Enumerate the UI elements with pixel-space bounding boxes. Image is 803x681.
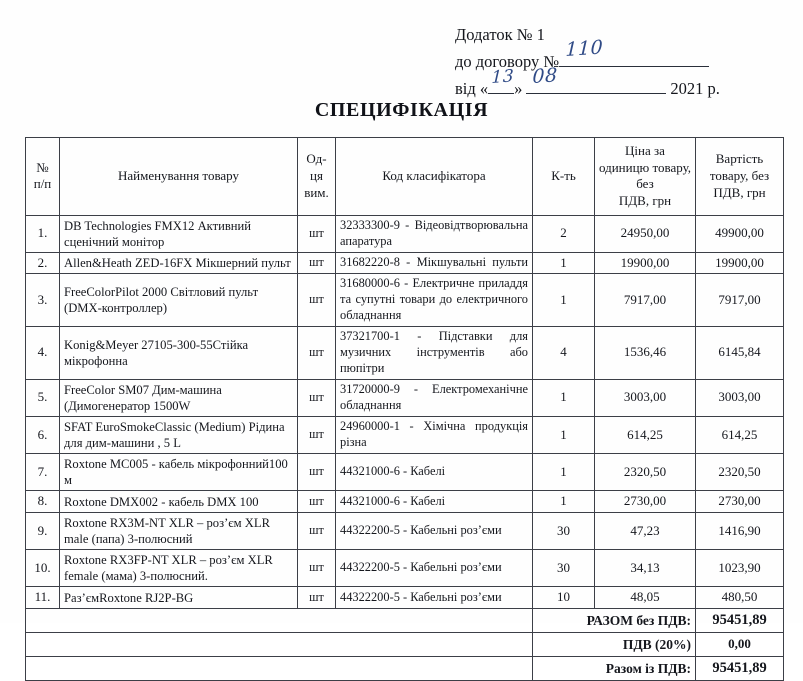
row-cell-qty: 10	[533, 587, 595, 609]
row-cell-code: 44322200-5 - Кабельні роз’єми	[336, 512, 533, 549]
row-cell-unit: шт	[298, 326, 336, 379]
row-cell-qty: 1	[533, 454, 595, 491]
column-header-unit-line3: вим.	[304, 184, 329, 200]
totals-value: 95451,89	[696, 656, 784, 680]
row-cell-name: Konig&Meyer 27105-300-55Стійка мікрофонна	[60, 326, 298, 379]
totals-row	[26, 632, 784, 656]
column-header-price-line3: ПДВ, грн	[618, 192, 672, 208]
row-cell-name: DB Technologies FMX12 Активний сценічний монітор	[60, 215, 298, 252]
totals-spacer-cell	[26, 632, 533, 656]
row-cell-num: 5.	[26, 379, 60, 416]
row-cell-num: 6.	[26, 416, 60, 453]
table-row	[26, 491, 784, 513]
totals-spacer-cell	[26, 656, 533, 680]
column-header-num-line1: №	[36, 159, 49, 175]
row-cell-name: Roxtone DMX002 - кабель DMX 100	[60, 491, 298, 513]
date-quote-close: »	[514, 79, 523, 99]
row-cell-unit: шт	[298, 550, 336, 587]
column-header-price	[595, 138, 696, 216]
row-cell-num: 4.	[26, 326, 60, 379]
date-month-handwriting: 08	[532, 64, 559, 89]
column-header-name-line1: Найменування товару	[117, 167, 240, 183]
table-row	[26, 274, 784, 327]
specification-table-wrapper	[25, 137, 783, 681]
row-cell-unit: шт	[298, 274, 336, 327]
date-day-blank	[488, 66, 515, 94]
contract-number-handwriting: 110	[565, 36, 604, 62]
table-row	[26, 550, 784, 587]
table-head	[26, 138, 784, 216]
row-cell-unit: шт	[298, 491, 336, 513]
row-cell-unit: шт	[298, 587, 336, 609]
row-cell-total: 614,25	[696, 416, 784, 453]
column-header-total-line3: ПДВ, грн	[713, 184, 766, 200]
column-header-num	[26, 138, 60, 216]
column-header-qty-line1: К-ть	[551, 167, 576, 183]
date-year-label: 2021 р.	[670, 79, 720, 99]
row-cell-total: 7917,00	[696, 274, 784, 327]
row-cell-name: FreeColor SM07 Дим-машина (Димогенератор 1500W	[60, 379, 298, 416]
table-row	[26, 326, 784, 379]
contract-number-blank	[559, 36, 709, 67]
row-cell-total: 6145,84	[696, 326, 784, 379]
date-day-handwriting: 13	[491, 66, 515, 89]
row-cell-total: 3003,00	[696, 379, 784, 416]
row-cell-price: 24950,00	[595, 215, 696, 252]
totals-value: 0,00	[696, 632, 784, 656]
row-cell-num: 8.	[26, 491, 60, 513]
row-cell-price: 3003,00	[595, 379, 696, 416]
totals-row	[26, 656, 784, 680]
row-cell-name: FreeColorPilot 2000 Світловий пульт (DMX-контроллер)	[60, 274, 298, 327]
row-cell-code: 31680000-6 - Електричне приладдя та супутні товари до електричного обладнання	[336, 274, 533, 327]
row-cell-price: 1536,46	[595, 326, 696, 379]
column-header-qty	[533, 138, 595, 216]
row-cell-code: 31720000-9 - Електромеханічне обладнання	[336, 379, 533, 416]
table-header-row	[26, 138, 784, 216]
row-cell-qty: 2	[533, 215, 595, 252]
row-cell-total: 2730,00	[696, 491, 784, 513]
table-row	[26, 587, 784, 609]
column-header-num-line2: п/п	[33, 176, 52, 192]
page-title: СПЕЦИФІКАЦІЯ	[314, 99, 489, 121]
row-cell-qty: 1	[533, 252, 595, 274]
row-cell-code: 24960000-1 - Хімічна продукція різна	[336, 416, 533, 453]
specification-table	[25, 137, 784, 681]
totals-label: Разом із ПДВ:	[533, 656, 696, 680]
column-header-price-line1: Ціна за	[625, 143, 665, 158]
row-cell-price: 19900,00	[595, 252, 696, 274]
row-cell-price: 614,25	[595, 416, 696, 453]
table-row	[26, 215, 784, 252]
row-cell-code: 44321000-6 - Кабелі	[336, 454, 533, 491]
row-cell-unit: шт	[298, 379, 336, 416]
row-cell-num: 2.	[26, 252, 60, 274]
row-cell-qty: 1	[533, 491, 595, 513]
row-cell-total: 19900,00	[696, 252, 784, 274]
row-cell-price: 47,23	[595, 512, 696, 549]
totals-value: 95451,89	[696, 608, 784, 632]
row-cell-code: 44322200-5 - Кабельні роз’єми	[336, 587, 533, 609]
row-cell-num: 10.	[26, 550, 60, 587]
column-header-code-line1: Код класифікатора	[382, 167, 486, 183]
row-cell-qty: 4	[533, 326, 595, 379]
table-body	[26, 215, 784, 680]
row-cell-total: 480,50	[696, 587, 784, 609]
row-cell-code: 31682220-8 - Мікшувальні пульти	[336, 252, 533, 274]
row-cell-num: 3.	[26, 274, 60, 327]
document-header	[455, 22, 785, 101]
column-header-price-line2: одиницю товару, без	[598, 159, 692, 192]
row-cell-code: 44321000-6 - Кабелі	[336, 491, 533, 513]
row-cell-unit: шт	[298, 252, 336, 274]
row-cell-num: 7.	[26, 454, 60, 491]
totals-label: РАЗОМ без ПДВ:	[533, 608, 696, 632]
column-header-unit	[298, 138, 336, 216]
row-cell-price: 2320,50	[595, 454, 696, 491]
column-header-unit-line2: ця	[310, 167, 323, 183]
row-cell-num: 11.	[26, 587, 60, 609]
table-row	[26, 416, 784, 453]
row-cell-name: Roxtone MC005 - кабель мікрофонний100 м	[60, 454, 298, 491]
row-cell-name: SFAT EuroSmokeClassic (Medium) Рідина для дим-машини , 5 L	[60, 416, 298, 453]
row-cell-qty: 1	[533, 379, 595, 416]
contract-label: до договору №	[455, 52, 560, 72]
row-cell-num: 9.	[26, 512, 60, 549]
appendix-line	[455, 22, 785, 47]
row-cell-price: 2730,00	[595, 491, 696, 513]
totals-row	[26, 608, 784, 632]
row-cell-unit: шт	[298, 215, 336, 252]
row-cell-qty: 1	[533, 416, 595, 453]
row-cell-name: Roxtone RX3M-NT XLR – роз’єм XLR male (папа) 3-полюсний	[60, 512, 298, 549]
row-cell-name: Allen&Heath ZED-16FX Мікшерний пульт	[60, 252, 298, 274]
column-header-total	[696, 138, 784, 216]
totals-label: ПДВ (20%)	[533, 632, 696, 656]
row-cell-code: 37321700-1 - Підставки для музичних інструментів або пюпітри	[336, 326, 533, 379]
date-month-blank	[526, 64, 666, 94]
column-header-name	[60, 138, 298, 216]
table-row	[26, 252, 784, 274]
row-cell-name: Раз’ємRoxtone RJ2P-BG	[60, 587, 298, 609]
column-header-unit-line1: Од-	[306, 151, 327, 167]
column-header-total-line1: Вартість	[715, 151, 764, 167]
column-header-total-line2: товару, без	[709, 167, 770, 183]
row-cell-qty: 30	[533, 512, 595, 549]
row-cell-unit: шт	[298, 512, 336, 549]
row-cell-price: 7917,00	[595, 274, 696, 327]
column-header-code	[336, 138, 533, 216]
row-cell-unit: шт	[298, 416, 336, 453]
row-cell-num: 1.	[26, 215, 60, 252]
row-cell-qty: 30	[533, 550, 595, 587]
row-cell-total: 49900,00	[696, 215, 784, 252]
row-cell-qty: 1	[533, 274, 595, 327]
row-cell-total: 1023,90	[696, 550, 784, 587]
row-cell-price: 34,13	[595, 550, 696, 587]
appendix-label: Додаток № 1	[455, 25, 545, 44]
table-row	[26, 379, 784, 416]
row-cell-price: 48,05	[595, 587, 696, 609]
row-cell-total: 1416,90	[696, 512, 784, 549]
totals-spacer-cell	[26, 608, 533, 632]
date-line	[455, 64, 785, 101]
row-cell-name: Roxtone RX3FP-NT XLR – роз’єм XLR female (мама) 3-полюсний.	[60, 550, 298, 587]
table-row	[26, 454, 784, 491]
row-cell-unit: шт	[298, 454, 336, 491]
row-cell-code: 32333300-9 - Відеовідтворювальна апаратура	[336, 215, 533, 252]
date-prefix-label: від «	[455, 79, 489, 99]
row-cell-code: 44322200-5 - Кабельні роз’єми	[336, 550, 533, 587]
row-cell-total: 2320,50	[696, 454, 784, 491]
table-row	[26, 512, 784, 549]
